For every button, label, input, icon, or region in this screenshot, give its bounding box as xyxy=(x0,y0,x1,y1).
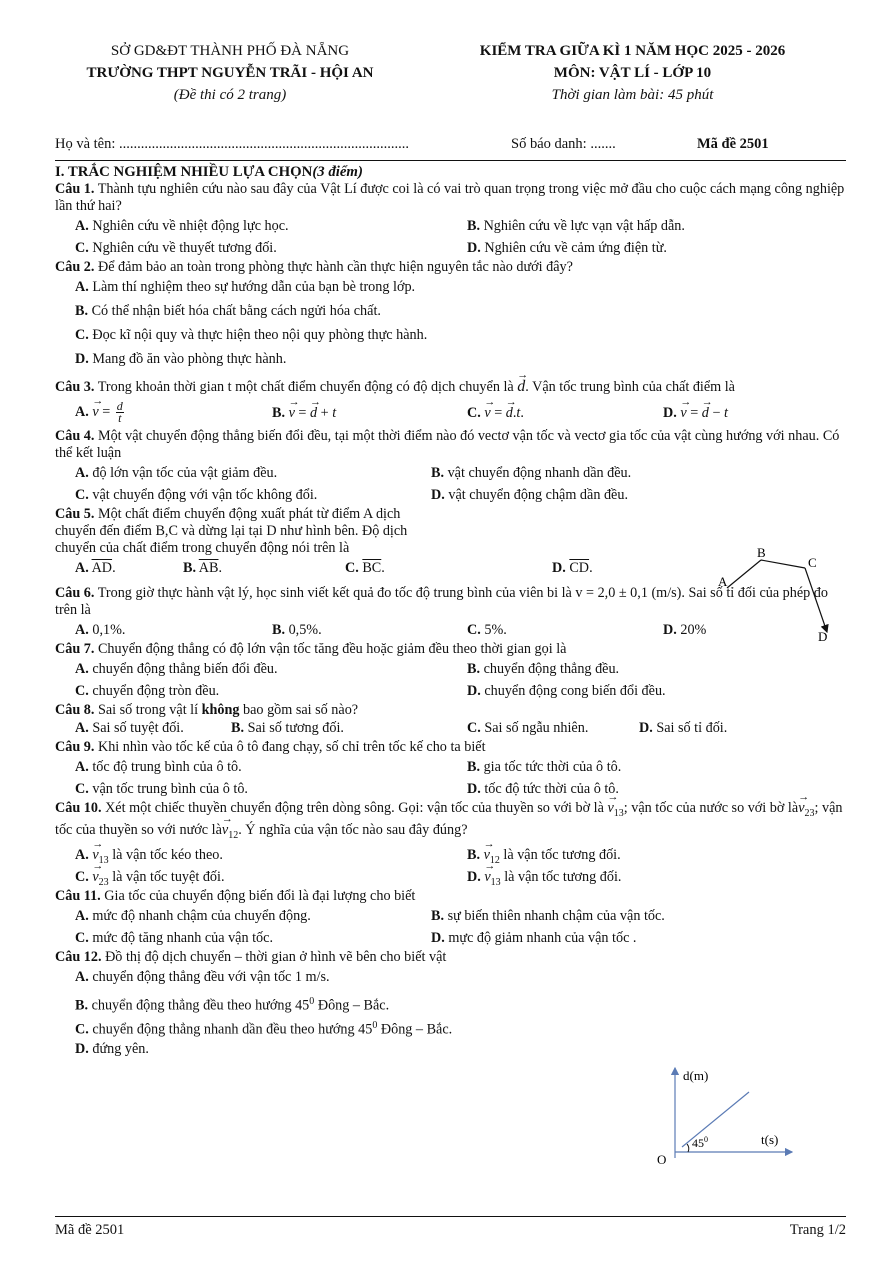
question-7: Câu 7. Chuyển động thẳng có độ lớn vận tốc tăng đều hoặc giảm đều theo thời gian gọi là A. chuyển động thẳng biến đổi đều. B. chuyển động thẳng đều. C. chuyển động tròn đều. D. chuyển động cong biến đổi đều. xyxy=(55,641,666,699)
q3-option-d[interactable]: D. → v = → d − t xyxy=(663,405,728,422)
q12-option-a[interactable]: A. chuyển động thẳng đều với vận tốc 1 m/s. xyxy=(75,968,330,985)
segment-cd xyxy=(805,568,827,632)
question-4: Câu 4. Một vật chuyển động thẳng biến đổi đều, tại một thời điểm nào đó vectơ vận tốc và vectơ gia tốc của vật cùng hướng với nhau. Có thể kết luận A. độ lớn vận tốc của vật giảm đều. B. vật chuyển động nhanh dần đều. C. vật chuyển động với vận tốc không đổi. D. vật chuyển động chậm dần đều. xyxy=(55,428,840,503)
q8-option-c[interactable]: C. Sai số ngẫu nhiên. xyxy=(467,720,589,736)
point-b-label: B xyxy=(757,545,766,560)
footer-exam-code: Mã đề 2501 xyxy=(55,1222,125,1238)
q10-option-d[interactable]: D. → $v_{13}$ là vận tốc tương đối. xyxy=(467,869,621,891)
q4-option-c[interactable]: C. vật chuyển động với vận tốc không đổi. xyxy=(75,487,318,503)
q11-option-d[interactable]: D. mực độ giảm nhanh của vận tốc . xyxy=(431,929,637,946)
q11-option-a[interactable]: A. mức độ nhanh chậm của chuyển động. xyxy=(75,907,311,924)
question-1: Câu 1. Thành tựu nghiên cứu nào sau đây của Vật Lí được coi là có vai trò quan trọng trong việc mở đầu cho cuộc cách mạng công nghiệp lần thứ hai? A. Nghiên cứu về nhiệt động lực học. B. Nghiên cứu về lực vạn vật hấp dẫn. C. Nghiên cứu về thuyết tương đối. D. Nghiên cứu về cảm ứng điện từ. xyxy=(55,181,845,256)
q6-option-a[interactable]: A. 0,1%. xyxy=(75,622,126,638)
segment-bc xyxy=(761,560,805,568)
q8-option-a[interactable]: A. Sai số tuyệt đối. xyxy=(75,720,184,736)
q11-option-c[interactable]: C. mức độ tăng nhanh của vận tốc. xyxy=(75,929,273,946)
question-2: Câu 2. Để đảm bảo an toàn trong phòng thực hành cần thực hiện nguyên tắc nào dưới đây? A. Làm thí nghiệm theo sự hướng dẫn của bạn bè trong lớp. B. Có thể nhận biết hóa chất bằng cách ngửi hóa chất. C. Đọc kĩ nội quy và thực hiện theo nội quy phòng thực hành. D. Mang đồ ăn vào phòng thực hành. xyxy=(55,259,573,367)
question-8: Câu 8. Sai số trong vật lí không bao gồm sai số nào? A. Sai số tuyệt đối. B. Sai số tương đối. C. Sai số ngẫu nhiên. D. Sai số tỉ đối. xyxy=(55,702,728,736)
q9-option-a[interactable]: A. tốc độ trung bình của ô tô. xyxy=(75,759,242,775)
segment-ab xyxy=(727,560,761,588)
q6-option-b[interactable]: B. 0,5%. xyxy=(272,622,322,638)
school-header xyxy=(40,40,420,106)
q2-option-c[interactable]: C. Đọc kĩ nội quy và thực hiện theo nội quy phòng thực hành. xyxy=(75,327,428,343)
q5-option-a[interactable]: A. $\overline{AD}$. xyxy=(75,560,116,576)
angle-arc xyxy=(687,1144,689,1152)
q2-option-d[interactable]: D. Mang đồ ăn vào phòng thực hành. xyxy=(75,351,287,367)
school-name: TRƯỜNG THPT NGUYỄN TRÃI - HỘI AN xyxy=(86,65,374,81)
question-10: Câu 10. Xét một chiếc thuyền chuyển động trên dòng sông. Gọi: vận tốc của thuyền so với bờ là → $v_{13}$; vận tốc của nước so với bờ là→ $v_{23}$; vận tốc của thuyền so với nước là→ $v_{12}$. Ý nghĩa của vận tốc nào sau đây đúng? A. → $v_{13}$ là vận tốc kéo theo. B. → $v_{12}$ là vận tốc tương đối. C. → $v_{23}$ là vận tốc tuyệt đối. D. → $v_{13}$ là vận tốc tương đối. xyxy=(55,800,845,888)
q2-option-b[interactable]: B. Có thể nhận biết hóa chất bằng cách ngửi hóa chất. xyxy=(75,303,381,319)
footer-page-number: Trang 1/2 xyxy=(789,1222,846,1238)
q7-option-c[interactable]: C. chuyển động tròn đều. xyxy=(75,683,220,699)
q5-option-b[interactable]: B. $\overline{AB}$. xyxy=(183,560,223,576)
displacement-time-graph xyxy=(650,1062,800,1172)
q1-option-b[interactable]: B. Nghiên cứu về lực vạn vật hấp dẫn. xyxy=(467,218,685,234)
y-axis-label: d(m) xyxy=(683,1068,709,1083)
page-count-note: (Đề thi có 2 trang) xyxy=(173,87,287,103)
q9-option-c[interactable]: C. vận tốc trung bình của ô tô. xyxy=(75,781,248,797)
q6-option-d[interactable]: D. 20% xyxy=(663,622,707,638)
question-11: Câu 11. Gia tốc của chuyển động biến đổi là đại lượng cho biết A. mức độ nhanh chậm của chuyển động. B. sự biến thiên nhanh chậm của vận tốc. C. mức độ tăng nhanh của vận tốc. D. mực độ giảm nhanh của vận tốc . xyxy=(55,887,665,946)
exam-header xyxy=(420,40,845,106)
q7-option-b[interactable]: B. chuyển động thẳng đều. xyxy=(467,661,620,677)
q6-option-c[interactable]: C. 5%. xyxy=(467,622,507,638)
q12-option-c[interactable]: C. chuyển động thẳng nhanh dần đều theo hướng $45^0$ Đông – Bắc. xyxy=(75,1019,453,1038)
origin-label: O xyxy=(657,1152,667,1167)
q8-option-b[interactable]: B. Sai số tương đối. xyxy=(231,720,344,736)
q10-option-c[interactable]: C. → $v_{23}$ là vận tốc tuyệt đối. xyxy=(75,869,225,891)
q2-option-a[interactable]: A. Làm thí nghiệm theo sự hướng dẫn của bạn bè trong lớp. xyxy=(75,279,416,295)
q4-option-b[interactable]: B. vật chuyển động nhanh dần đều. xyxy=(431,465,632,481)
q1-option-d[interactable]: D. Nghiên cứu về cảm ứng điện từ. xyxy=(467,240,667,256)
q7-option-a[interactable]: A. chuyển động thẳng biến đổi đều. xyxy=(75,661,278,677)
question-6: Câu 6. Trong giờ thực hành vật lý, học sinh viết kết quả đo tốc độ trung bình của viên bi là v = 2,0 ± 0,1 (m/s). Sai số tỉ đối của phép đo trên là A. 0,1%. B. 0,5%. C. 5%. D. 20% xyxy=(55,585,828,638)
q3-option-b[interactable]: B. → v = → d + t xyxy=(272,405,336,422)
q7-option-d[interactable]: D. chuyển động cong biến đổi đều. xyxy=(467,683,666,699)
q4-option-a[interactable]: A. độ lớn vận tốc của vật giảm đều. xyxy=(75,465,278,481)
q10-option-b[interactable]: B. → $v_{12}$ là vận tốc tương đối. xyxy=(467,847,621,869)
x-axis-label: t(s) xyxy=(761,1132,779,1147)
exam-title: KIỂM TRA GIỮA KÌ 1 NĂM HỌC 2025 - 2026 xyxy=(479,43,786,59)
header-divider xyxy=(55,160,846,161)
q11-option-b[interactable]: B. sự biến thiên nhanh chậm của vận tốc. xyxy=(431,907,665,924)
q3-option-c[interactable]: C. → v = → d.t. xyxy=(467,405,524,422)
section-title: I. TRẮC NGHIỆM NHIỀU LỰA CHỌN(3 điểm) xyxy=(55,164,363,180)
q8-option-d[interactable]: D. Sai số tỉ đối. xyxy=(639,720,728,736)
q10-option-a[interactable]: A. → $v_{13}$ là vận tốc kéo theo. xyxy=(75,847,223,869)
question-3: Câu 3. Trong khoản thời gian t một chất điểm chuyển động có độ dịch chuyển là → d. Vận tốc trung bình của chất điểm là A. → v = $\frac{d}{t}$ B. → v = → d + t C. → v = → d.t. D. → v = → d − t xyxy=(55,378,845,426)
exam-duration: Thời gian làm bài: 45 phút xyxy=(551,87,714,103)
point-a-label: A xyxy=(718,574,728,589)
student-name-field[interactable]: Họ và tên: ................................................................................ xyxy=(55,136,410,152)
q1-option-c[interactable]: C. Nghiên cứu về thuyết tương đối. xyxy=(75,240,277,256)
question-5: Câu 5. Một chất điểm chuyển động xuất phát từ điểm A dịch chuyển đến điểm B,C và dừng lại tại D như hình bên. Độ dịch chuyển của chất điểm trong chuyển động nói trên là A. $\overline{AD}$. B. $\overline{AB}$. C. $\overline{BC}$. D. $\overline{CD}$. xyxy=(55,506,593,576)
department-name: SỞ GD&ĐT THÀNH PHỐ ĐÀ NẴNG xyxy=(110,43,350,59)
q3-option-a[interactable]: A. → v = $\frac{d}{t}$ xyxy=(75,401,124,424)
q4-option-d[interactable]: D. vật chuyển động chậm dần đều. xyxy=(431,487,628,503)
point-c-label: C xyxy=(808,555,817,570)
question-12: Câu 12. Đồ thị độ dịch chuyển – thời gian ở hình vẽ bên cho biết vật A. chuyển động thẳng đều với vận tốc 1 m/s. B. chuyển động thẳng đều theo hướng $45^0$ Đông – Bắc. C. chuyển động thẳng nhanh dần đều theo hướng $45^0$ Đông – Bắc. D. đứng yên. xyxy=(55,948,453,1057)
point-d-label: D xyxy=(818,629,828,644)
angle-label: $45^0$ xyxy=(692,1135,708,1150)
q5-option-d[interactable]: D. $\overline{CD}$. xyxy=(552,560,593,576)
q1-option-a[interactable]: A. Nghiên cứu về nhiệt động lực học. xyxy=(75,218,289,234)
footer-divider xyxy=(55,1216,846,1217)
student-info-line xyxy=(55,136,845,156)
exam-code: Mã đề 2501 xyxy=(697,136,769,152)
q5-option-c[interactable]: C. $\overline{BC}$. xyxy=(345,560,385,576)
student-id-field[interactable]: Số báo danh: ....... xyxy=(511,136,616,152)
q9-option-b[interactable]: B. gia tốc tức thời của ô tô. xyxy=(467,759,622,775)
displacement-path-figure xyxy=(705,540,845,650)
question-9: Câu 9. Khi nhìn vào tốc kế của ô tô đang chạy, số chỉ trên tốc kế cho ta biết A. tốc độ trung bình của ô tô. B. gia tốc tức thời của ô tô. C. vận tốc trung bình của ô tô. D. tốc độ tức thời của ô tô. xyxy=(55,739,622,797)
exam-subject: MÔN: VẬT LÍ - LỚP 10 xyxy=(553,65,712,81)
q12-option-b[interactable]: B. chuyển động thẳng đều theo hướng $45^0$ Đông – Bắc. xyxy=(75,995,390,1014)
q9-option-d[interactable]: D. tốc độ tức thời của ô tô. xyxy=(467,781,619,797)
q12-option-d[interactable]: D. đứng yên. xyxy=(75,1040,149,1057)
